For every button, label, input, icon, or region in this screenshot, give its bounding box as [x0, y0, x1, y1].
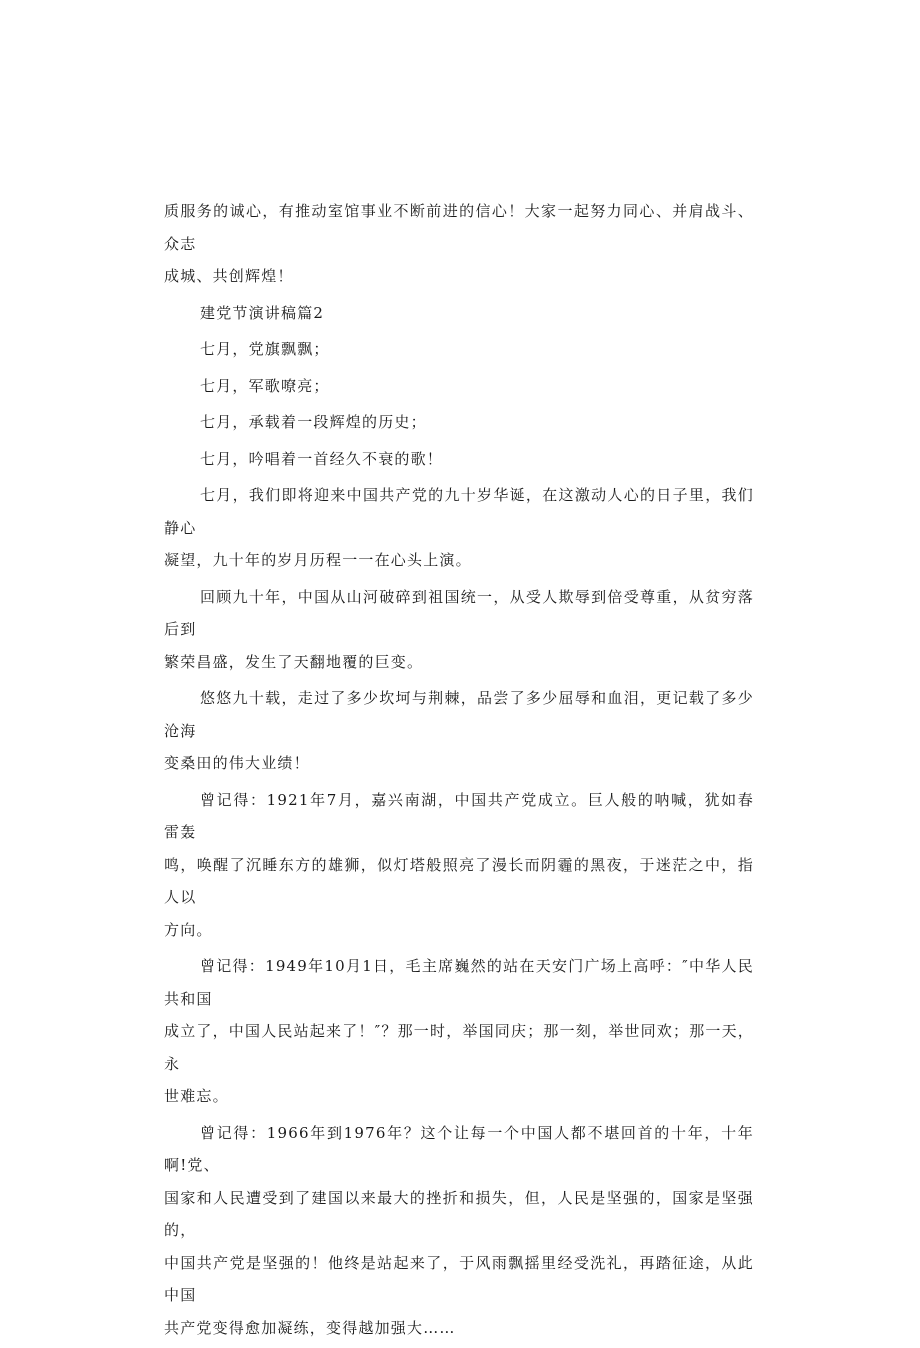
paragraph: [164, 195, 754, 293]
paragraph: [164, 1117, 754, 1345]
paragraph-line: 悠悠九十载，走过了多少坎坷与荆棘，品尝了多少屈辱和血泪，更记载了多少沧海: [164, 689, 754, 740]
document-body: [164, 195, 754, 1348]
paragraph-line: 方向。: [164, 920, 213, 939]
paragraph: [164, 581, 754, 679]
paragraph-line: 回顾九十年，中国从山河破碎到祖国统一，从受人欺辱到倍受尊重，从贫穷落后到: [164, 587, 754, 638]
paragraph-line: 七月，吟唱着一首经久不衰的歌！: [200, 449, 444, 468]
paragraph: [164, 406, 754, 439]
paragraph-line: 建党节演讲稿篇2: [200, 303, 325, 322]
paragraph-line: 世难忘。: [164, 1087, 229, 1105]
paragraph-line: 共产党变得愈加凝练，变得越加强大……: [164, 1318, 456, 1337]
paragraph: [164, 784, 754, 947]
paragraph: [164, 333, 754, 366]
paragraph-line: 繁荣昌盛，发生了天翻地覆的巨变。: [164, 652, 424, 671]
paragraph-line: 变桑田的伟大业绩！: [164, 754, 310, 772]
paragraph-line: 七月，党旗飘飘；: [200, 340, 330, 358]
paragraph-line: 鸣，唤醒了沉睡东方的雄狮，似灯塔般照亮了漫长而阴霾的黑夜，于迷茫之中，指人以: [164, 855, 754, 906]
paragraph: [164, 479, 754, 577]
paragraph-line: 曾记得：1966年到1976年？这个让每一个中国人都不堪回首的十年，十年啊!党、: [164, 1123, 754, 1174]
paragraph: [164, 682, 754, 780]
paragraph-line: 七月，我们即将迎来中国共产党的九十岁华诞，在这激动人心的日子里，我们静心: [164, 486, 754, 537]
paragraph: [164, 443, 754, 476]
paragraph-line: 凝望，九十年的岁月历程一一在心头上演。: [164, 551, 472, 569]
paragraph-line: 国家和人民遭受到了建国以来最大的挫折和损失，但，人民是坚强的，国家是坚强的，: [164, 1188, 754, 1239]
paragraph: [164, 370, 754, 403]
paragraph-line: 七月，军歌嘹亮；: [200, 376, 330, 395]
paragraph: [164, 297, 754, 330]
paragraph-line: 中国共产党是坚强的！他终是站起来了，于风雨飘摇里经受洗礼，再踏征途，从此中国: [164, 1253, 754, 1304]
paragraph-line: 成立了，中国人民站起来了！″？那一时，举国同庆；那一刻，举世同欢；那一天，永: [164, 1022, 755, 1073]
paragraph-line: 七月，承载着一段辉煌的历史；: [200, 413, 427, 431]
paragraph-line: 曾记得：1921年7月，嘉兴南湖，中国共产党成立。巨人般的呐喊，犹如春雷轰: [164, 790, 754, 841]
paragraph-line: 质服务的诚心，有推动室馆事业不断前进的信心！大家一起努力同心、并肩战斗、众志: [164, 202, 754, 253]
paragraph: [164, 950, 754, 1113]
paragraph-line: 曾记得：1949年10月1日，毛主席巍然的站在天安门广场上高呼：″中华人民共和国: [164, 957, 754, 1008]
paragraph-line: 成城、共创辉煌！: [164, 267, 294, 285]
